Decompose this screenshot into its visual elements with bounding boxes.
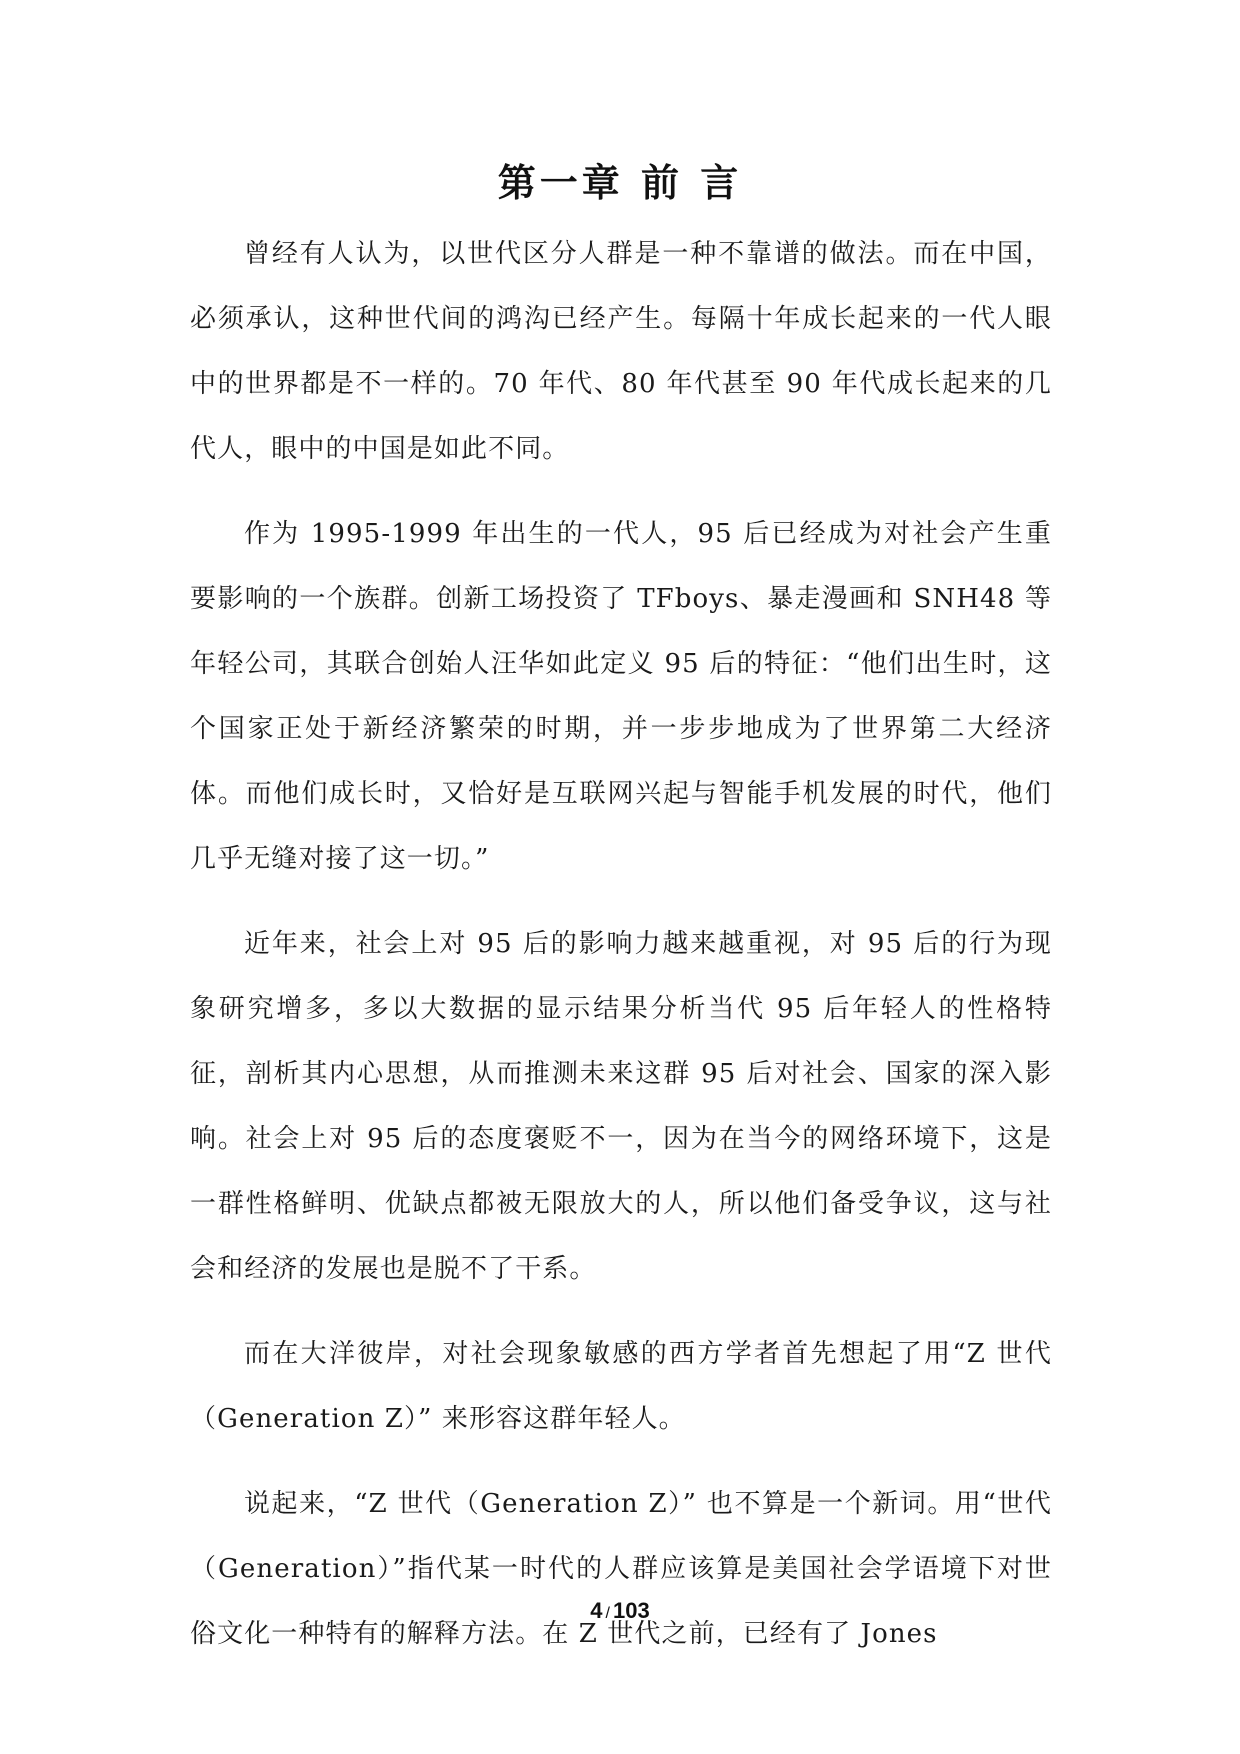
body-text bbox=[190, 222, 1052, 1687]
paragraph-1: 曾经有人认为，以世代区分人群是一种不靠谱的做法。而在中国，必须承认，这种世代间的鸿沟已经产生。每隔十年成长起来的一代人眼中的世界都是不一样的。70 年代、80 年代甚至 90 年代成长起来的几代人，眼中的中国是如此不同。 bbox=[190, 239, 1052, 464]
paragraph-3: 近年来，社会上对 95 后的影响力越来越重视，对 95 后的行为现象研究增多，多以大数据的显示结果分析当代 95 后年轻人的性格特征，剖析其内心思想，从而推测未来这群 95 后对社会、国家的深入影响。社会上对 95 后的态度褒贬不一，因为在当今的网络环境下，这是一群性格鲜明、优缺点都被无限放大的人，所以他们备受争议，这与社会和经济的发展也是脱不了干系。 bbox=[190, 929, 1052, 1284]
paragraph-2: 作为 1995-1999 年出生的一代人，95 后已经成为对社会产生重要影响的一个族群。创新工场投资了 TFboys、暴走漫画和 SNH48 等年轻公司，其联合创始人汪华如此定义 95 后的特征：“他们出生时，这个国家正处于新经济繁荣的时期，并一步步地成为了世界第二大经济体。而他们成长时，又恰好是互联网兴起与智能手机发展的时代，他们几乎无缝对接了这一切。” bbox=[190, 519, 1052, 874]
paragraph-4: 而在大洋彼岸，对社会现象敏感的西方学者首先想起了用“Z 世代（Generation Z）” 来形容这群年轻人。 bbox=[190, 1339, 1052, 1434]
total-page-count: 103 bbox=[612, 1598, 650, 1623]
page-number-separator: / bbox=[605, 1605, 610, 1622]
chapter-title: 第一章 前 言 bbox=[497, 161, 743, 205]
current-page-number: 4 bbox=[590, 1598, 603, 1623]
paragraph-5: 说起来，“Z 世代（Generation Z）” 也不算是一个新词。用“世代（Generation）”指代某一时代的人群应该算是美国社会学语境下对世俗文化一种特有的解释方法。在 Z 世代之前，已经有了 Jones bbox=[190, 1489, 1052, 1649]
page-number bbox=[0, 1596, 1240, 1629]
